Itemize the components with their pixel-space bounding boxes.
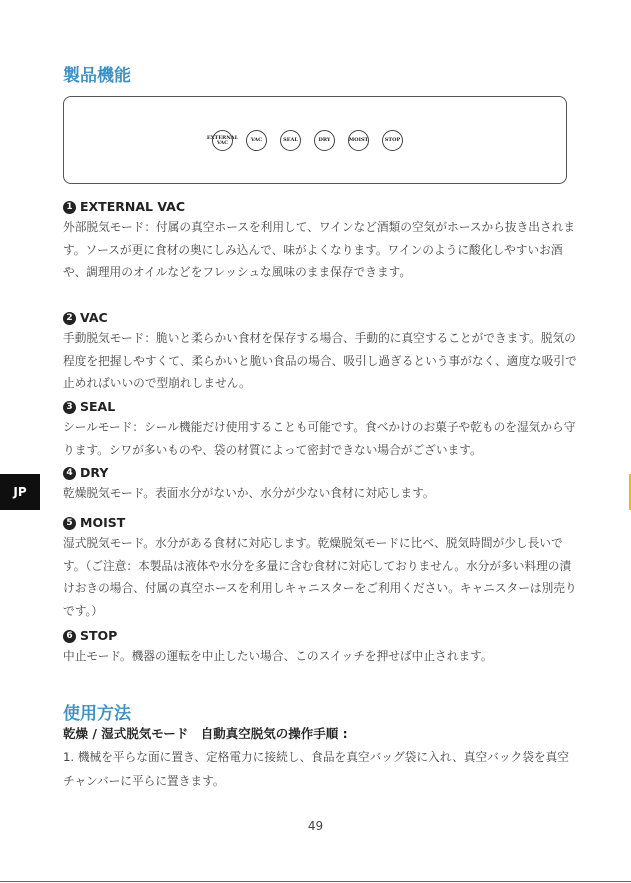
feature-dry — [63, 464, 578, 505]
number-5-icon: 5 — [63, 517, 76, 530]
feature-title: STOP — [80, 628, 118, 643]
features-title: 製品機能 — [63, 66, 131, 86]
moist-button: MOIST — [348, 130, 369, 151]
language-tab: JP — [0, 474, 40, 510]
external-vac-button: EXTERNAL VAC — [212, 130, 233, 151]
bottom-divider — [0, 881, 631, 882]
number-6-icon: 6 — [63, 630, 76, 643]
usage-subheading: 乾燥 / 湿式脱気モード 自動真空脱気の操作手順 : — [63, 726, 348, 741]
feature-title: MOIST — [80, 515, 126, 530]
stop-button: STOP — [382, 130, 403, 151]
usage-title: 使用方法 — [63, 704, 131, 724]
dry-button: DRY — [314, 130, 335, 151]
number-4-icon: 4 — [63, 467, 76, 480]
number-3-icon: 3 — [63, 401, 76, 414]
number-1-icon: 1 — [63, 201, 76, 214]
feature-description: 湿式脱気モード。水分がある食材に対応します。乾燥脱気モードに比べ、脱気時間が少し長いです。（ご注意：本製品は液体や水分を多量に含む食材に対応しておりません。水分が多い料理の漬けおきの場合、付属の真空ホースを利用しキャニスターをご利用ください。キャニスターは別売りです。） — [63, 536, 577, 618]
number-2-icon: 2 — [63, 312, 76, 325]
feature-moist — [63, 514, 578, 622]
feature-vac — [63, 309, 578, 395]
feature-stop — [63, 627, 578, 668]
panel-buttons — [206, 130, 403, 151]
page-number: 49 — [307, 819, 324, 833]
feature-title: SEAL — [80, 399, 116, 414]
feature-description: 手動脱気モード：脆いと柔らかい食材を保存する場合、手動的に真空することができます。脱気の程度を把握しやすくて、柔らかいと脆い食品の場合、吸引し過ぎるという事がなく、適度な吸引で止めればいいので型崩れしません。 — [63, 331, 577, 390]
feature-title: VAC — [80, 310, 108, 325]
feature-description: シールモード：シール機能だけ使用することも可能です。食べかけのお菓子や乾ものを湿気から守ります。シワが多いものや、袋の材質によって密封できない場合がございます。 — [63, 420, 576, 457]
control-panel-illustration — [63, 96, 567, 184]
seal-button: SEAL — [280, 130, 301, 151]
vac-button: VAC — [246, 130, 267, 151]
feature-description: 乾燥脱気モード。表面水分がないか、水分が少ない食材に対応します。 — [63, 486, 435, 500]
feature-description: 中止モード。機器の運転を中止したい場合、このスイッチを押せば中止されます。 — [63, 649, 493, 663]
feature-external-vac — [63, 198, 578, 284]
feature-seal — [63, 398, 578, 461]
usage-step-1: 1. 機械を平らな面に置き、定格電力に接続し、食品を真空バッグ袋に入れ、真空バック袋を真空チャンバーに平らに置きます。 — [63, 750, 569, 788]
feature-description: 外部脱気モード：付属の真空ホースを利用して、ワインなど酒類の空気がホースから抜き出されます。ソースが更に食材の奥にしみ込んで、味がよくなります。ワインのように酸化しやすいお酒や、調理用のオイルなどをフレッシュな風味のまま保存できます。 — [63, 220, 576, 279]
feature-title: DRY — [80, 465, 109, 480]
feature-title: EXTERNAL VAC — [80, 199, 185, 214]
